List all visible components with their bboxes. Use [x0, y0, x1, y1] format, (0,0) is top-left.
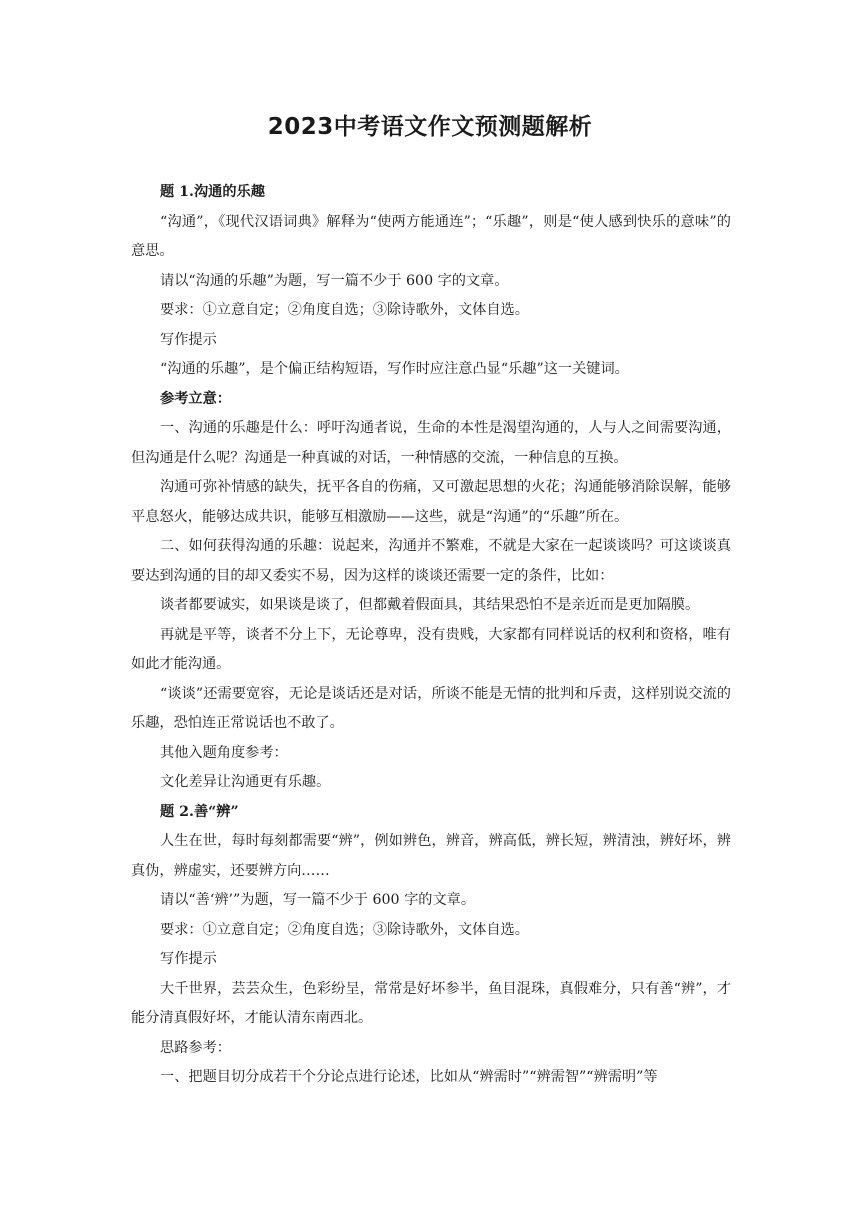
paragraph: 请以“沟通的乐趣”为题，写一篇不少于 600 字的文章。	[160, 272, 509, 289]
paragraph: 其他入题角度参考：	[160, 744, 288, 761]
paragraph: 写作提示	[160, 331, 217, 348]
paragraph: 二、如何获得沟通的乐趣：说起来，沟通并不繁难，不就是大家在一起谈谈吗？可这谈谈真要达到沟通的目的却又委实不易，因为这样的谈谈还需要一定的条件，比如：	[131, 538, 731, 584]
document-body	[131, 178, 731, 1093]
paragraph: 要求：①立意自定；②角度自选；③除诗歌外，文体自选。	[160, 302, 529, 318]
paragraph: 沟通可弥补情感的缺失，抚平各自的伤痛，又可激起思想的火花；沟通能够消除误解，能够平息怒火，能够达成共识，能够互相激励——这些，就是“沟通”的“乐趣”所在。	[131, 479, 731, 525]
section-heading: 参考立意：	[160, 390, 231, 407]
paragraph: 谈者都要诚实，如果谈是谈了，但都戴着假面具，其结果恐怕不是亲近而是更加隔膜。	[160, 597, 700, 613]
section-heading: 题 2.善“辨”	[160, 803, 239, 820]
paragraph: 一、把题目切分成若干个分论点进行论述，比如从“辨需时”“辨需智”“辨需明”等	[160, 1069, 658, 1085]
paragraph: 人生在世，每时每刻都需要“辨”，例如辨色，辨音，辨高低，辨长短，辨清浊，辨好坏，辨真伪，辨虚实，还要辨方向……	[131, 833, 731, 879]
paragraph: 一、沟通的乐趣是什么：呼吁沟通者说，生命的本性是渴望沟通的，人与人之间需要沟通，但沟通是什么呢？沟通是一种真诚的对话，一种情感的交流，一种信息的互换。	[131, 420, 731, 466]
document-title: 2023中考语文作文预测题解析	[267, 114, 593, 140]
paragraph: 再就是平等，谈者不分上下，无论尊卑，没有贵贱，大家都有同样说话的权利和资格，唯有如此才能沟通。	[131, 626, 731, 672]
paragraph: 文化差异让沟通更有乐趣。	[160, 774, 331, 790]
paragraph: 思路参考：	[160, 1039, 231, 1056]
paragraph: 请以“善‘辨’”为题，写一篇不少于 600 字的文章。	[160, 892, 476, 908]
paragraph: “沟通”，《现代汉语词典》解释为“使两方能通连”；“乐趣”，则是“使人感到快乐的意味”的意思。	[131, 213, 731, 259]
section-heading: 题 1.沟通的乐趣	[160, 184, 265, 200]
paragraph: 写作提示	[160, 951, 217, 967]
paragraph: “沟通的乐趣”，是个偏正结构短语，写作时应注意凸显“乐趣”这一关键词。	[160, 361, 629, 377]
paragraph: “谈谈”还需要宽容，无论是谈话还是对话，所谈不能是无情的批判和斥责，这样别说交流的乐趣，恐怕连正常说话也不敢了。	[131, 685, 731, 731]
paragraph: 大千世界，芸芸众生，色彩纷呈，常常是好坏参半，鱼目混珠，真假难分，只有善“辨”，才能分清真假好坏，才能认清东南西北。	[131, 980, 731, 1026]
paragraph: 要求：①立意自定；②角度自选；③除诗歌外，文体自选。	[160, 921, 529, 938]
